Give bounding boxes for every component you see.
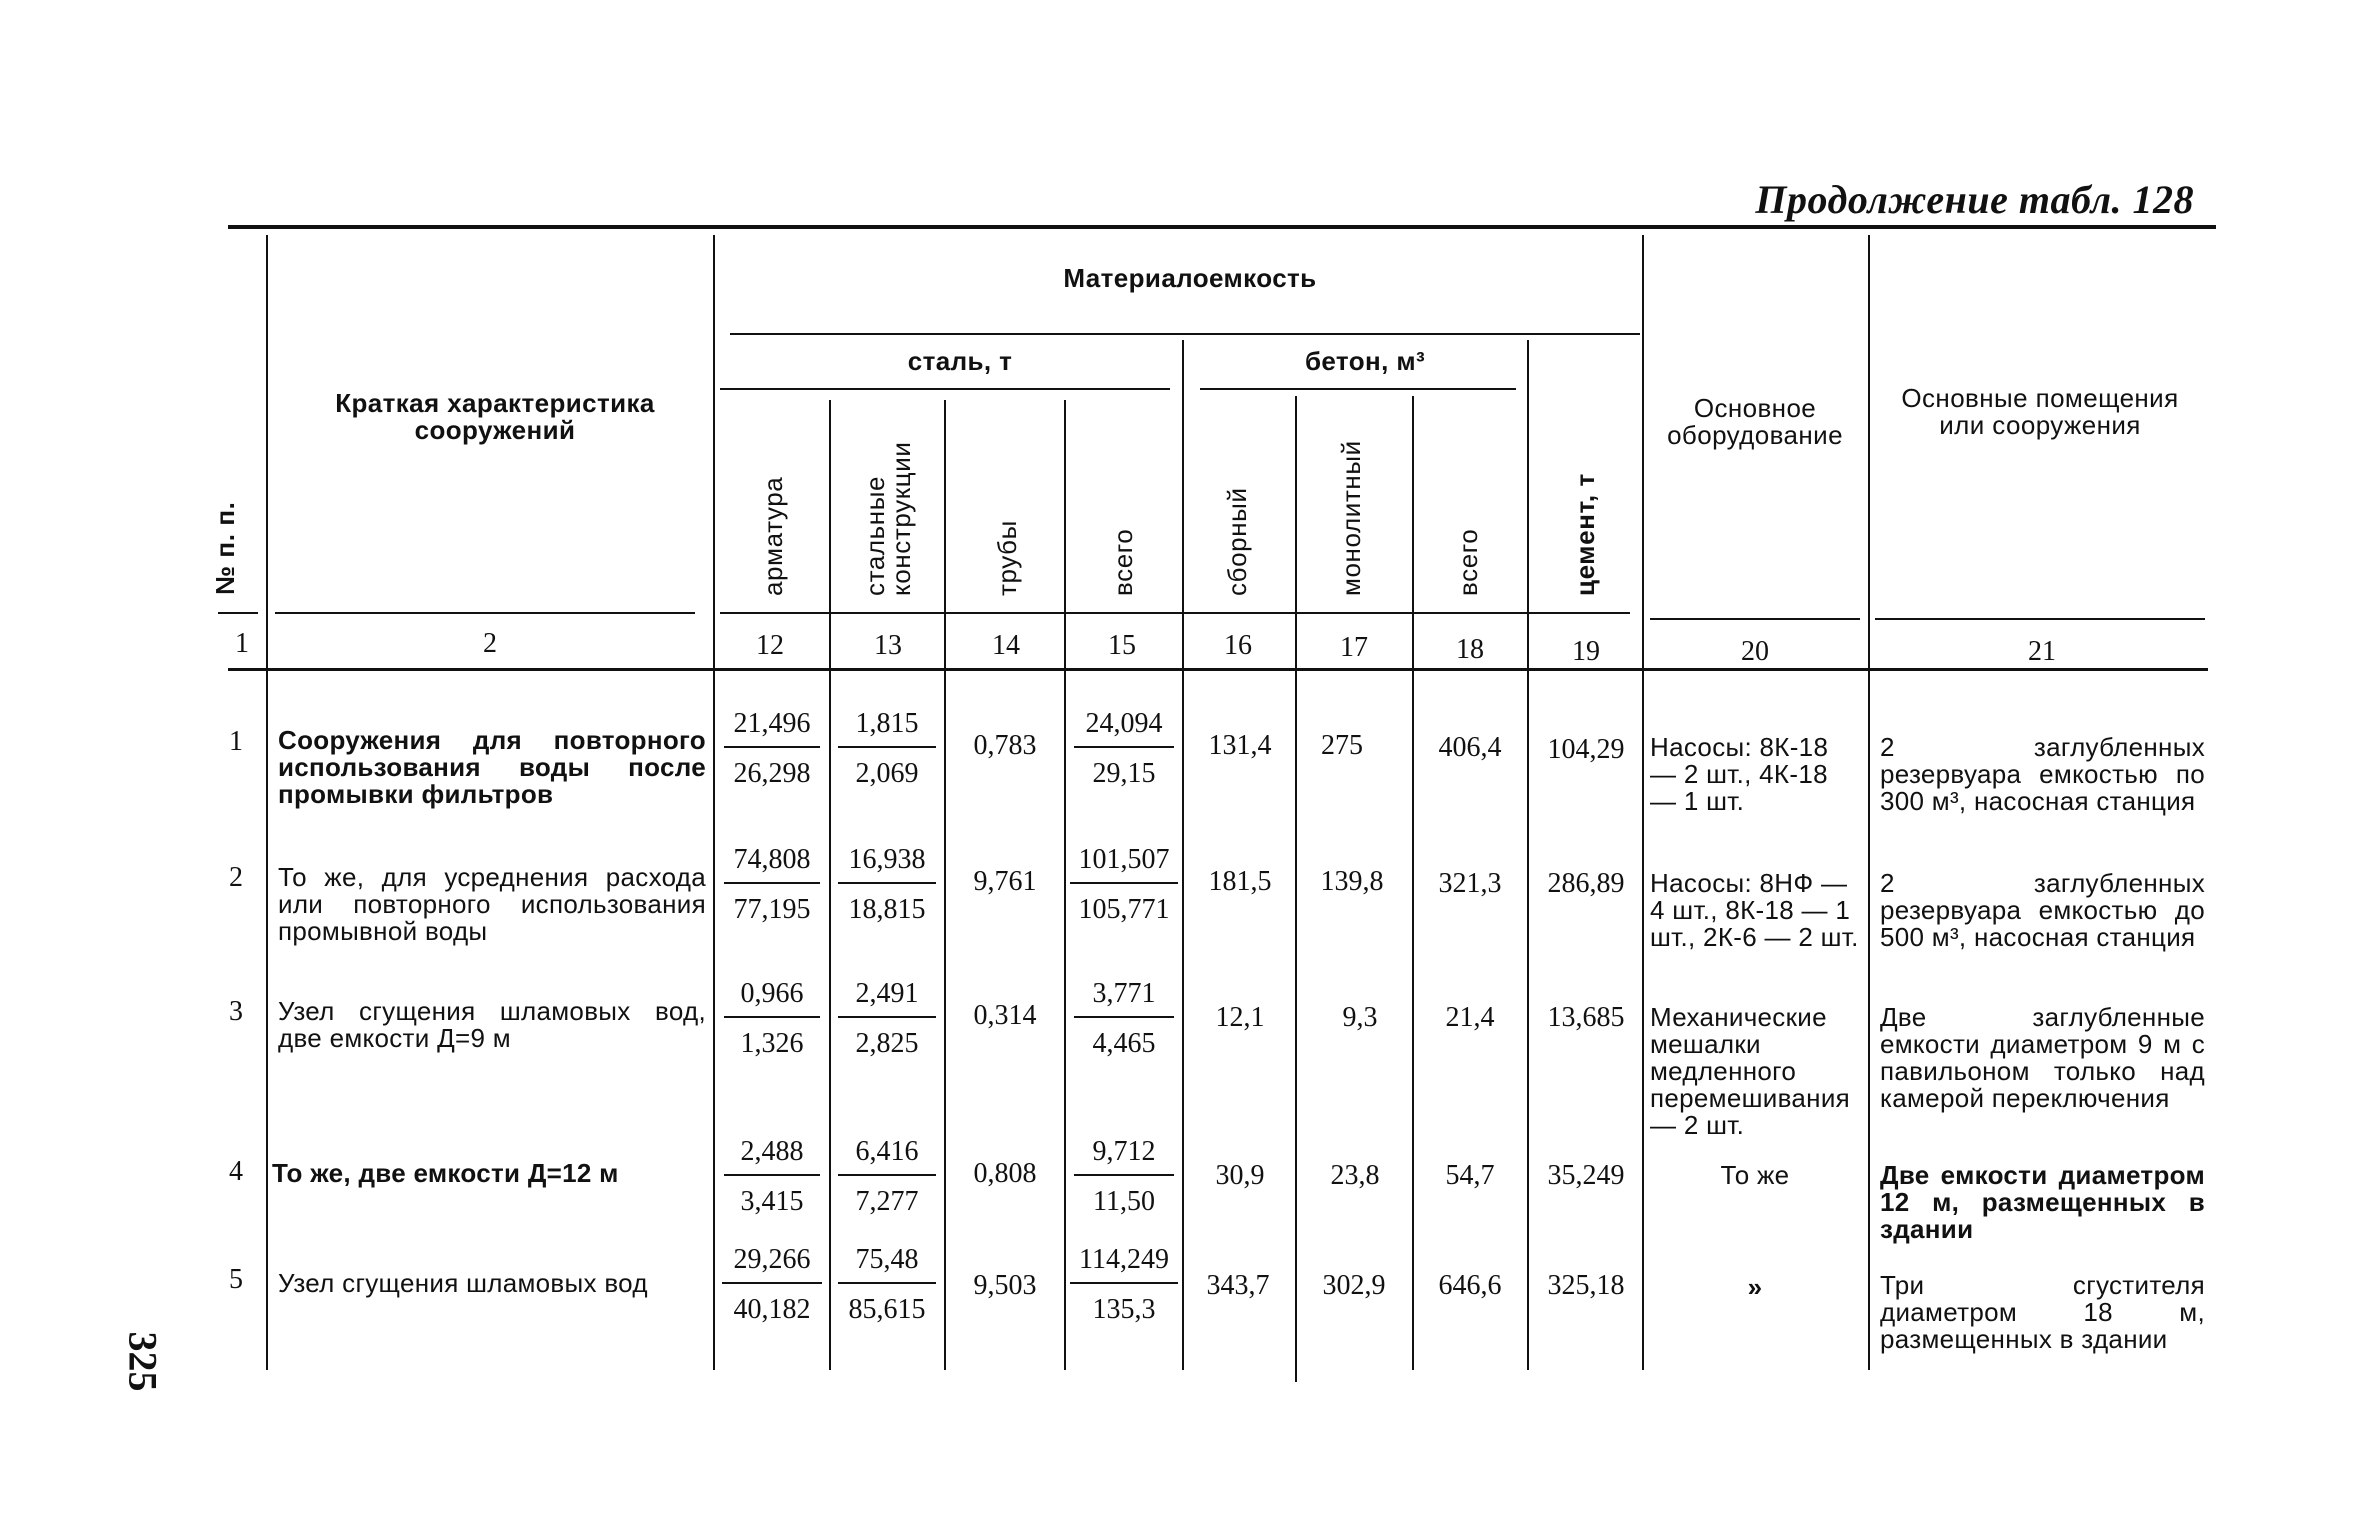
steel-total-fraction (1074, 978, 1174, 1060)
rebar-fraction (722, 1244, 822, 1326)
steel-total-fraction (1074, 708, 1174, 790)
fraction-top: 75,48 (838, 1244, 936, 1284)
header-bottom-rule (228, 668, 2208, 671)
grid-line (1182, 340, 1184, 1370)
header-row-number: № п. п. (210, 501, 240, 595)
steel-structures-fraction (838, 844, 936, 926)
row-description: То же, для усреднения расхода или повторного использования промывной воды (278, 862, 706, 946)
fraction-top: 101,507 (1070, 844, 1178, 884)
fraction-top: 21,496 (724, 708, 820, 748)
fraction-bottom: 2,825 (855, 1028, 919, 1059)
fraction-top: 114,249 (1070, 1244, 1178, 1284)
grid-line (1412, 396, 1414, 1370)
grid-line (829, 400, 831, 1370)
premises-text: Две емкости диаметром 12 м, размещенных в здании (1880, 1160, 2205, 1244)
header-col19: цемент, т (1570, 473, 1600, 596)
cement-value: 13,685 (1547, 1002, 1625, 1033)
fraction-bottom: 85,615 (848, 1294, 926, 1325)
page-number: 325 (120, 1331, 166, 1392)
fraction-top: 24,094 (1074, 708, 1174, 748)
monolithic-value: 139,8 (1320, 866, 1384, 897)
rebar-fraction (724, 1136, 820, 1218)
pipes-value: 9,761 (973, 866, 1037, 897)
concrete-total-value: 646,6 (1438, 1270, 1502, 1301)
column-number: 14 (992, 630, 1020, 661)
equipment-text: Насосы: 8К-18 — 2 шт., 4К-18 — 1 шт. (1650, 732, 1829, 816)
column-number: 16 (1224, 630, 1252, 661)
cement-value: 325,18 (1547, 1270, 1625, 1301)
header-col15: всего (1108, 528, 1138, 596)
premises-text: 2 заглубленных резервуара емкостью до 500 м³, насосная станция (1880, 868, 2205, 952)
pipes-value: 0,314 (973, 1000, 1037, 1031)
fraction-top: 74,808 (724, 844, 820, 884)
fraction-bottom: 7,277 (855, 1186, 919, 1217)
concrete-total-value: 21,4 (1445, 1002, 1495, 1033)
fraction-top: 16,938 (838, 844, 936, 884)
header-col13 (862, 406, 914, 596)
premises-text: Две заглубленные емкости диаметром 9 м с павильоном только над камерой переключения (1880, 1002, 2205, 1113)
grid-line (1064, 400, 1066, 1370)
fraction-bottom: 77,195 (733, 894, 811, 925)
steel-total-fraction (1070, 1244, 1178, 1326)
monolithic-value: 9,3 (1342, 1002, 1378, 1033)
monolithic-value: 302,9 (1322, 1270, 1386, 1301)
pipes-value: 0,808 (973, 1158, 1037, 1189)
header-col14: трубы (992, 520, 1022, 596)
cement-value: 35,249 (1547, 1160, 1625, 1191)
header-col17: монолитный (1336, 440, 1366, 596)
grid-line (266, 235, 268, 1370)
fraction-bottom: 3,415 (740, 1186, 804, 1217)
grid-line (1200, 388, 1516, 390)
grid-line (944, 400, 946, 1370)
fraction-top: 2,488 (724, 1136, 820, 1176)
monolithic-value: 23,8 (1330, 1160, 1380, 1191)
equipment-text: То же (1720, 1160, 1790, 1190)
fraction-bottom: 105,771 (1078, 894, 1170, 925)
steel-structures-fraction (838, 1136, 936, 1218)
fraction-top: 1,815 (838, 708, 936, 748)
steel-structures-fraction (838, 978, 936, 1060)
precast-value: 30,9 (1215, 1160, 1265, 1191)
pipes-value: 9,503 (973, 1270, 1037, 1301)
header-equipment: Основное оборудование (1667, 393, 1843, 450)
pipes-value: 0,783 (973, 730, 1037, 761)
grid-line (275, 612, 695, 614)
row-number: 1 (229, 726, 243, 757)
column-number: 21 (2028, 636, 2056, 667)
row-number: 2 (229, 862, 243, 893)
header-col12: арматура (758, 476, 788, 596)
fraction-bottom: 2,069 (855, 758, 919, 789)
row-description: Узел сгущения шламовых вод, две емкости Д=9 м (278, 996, 706, 1053)
row-description: Сооружения для повторного использования воды после промывки фильтров (278, 725, 706, 809)
grid-line (720, 388, 1170, 390)
steel-structures-fraction (838, 708, 936, 790)
column-number: 17 (1340, 632, 1368, 663)
fraction-bottom: 26,298 (733, 758, 811, 789)
fraction-bottom: 1,326 (740, 1028, 804, 1059)
row-description: То же, две емкости Д=12 м (272, 1158, 619, 1188)
header-col18: всего (1453, 528, 1483, 596)
grid-line (1875, 618, 2205, 620)
equipment-text: Механические мешалки медленного перемешивания — 2 шт. (1650, 1002, 1851, 1140)
fraction-top: 0,966 (724, 978, 820, 1018)
row-number: 5 (229, 1264, 243, 1295)
header-materials: Материалоемкость (1063, 263, 1317, 293)
rebar-fraction (724, 844, 820, 926)
fraction-top: 2,491 (838, 978, 936, 1018)
steel-structures-fraction (838, 1244, 936, 1326)
grid-line (730, 333, 1640, 335)
precast-value: 12,1 (1215, 1002, 1265, 1033)
grid-line (218, 612, 258, 614)
steel-total-fraction (1070, 844, 1178, 926)
fraction-top: 29,266 (722, 1244, 822, 1284)
column-number: 2 (483, 628, 497, 659)
concrete-total-value: 54,7 (1445, 1160, 1495, 1191)
grid-line (713, 235, 715, 1370)
precast-value: 343,7 (1206, 1270, 1270, 1301)
header-premises: Основные помещения или сооружения (1901, 383, 2179, 440)
top-rule (228, 225, 2216, 229)
column-number: 13 (874, 630, 902, 661)
precast-value: 131,4 (1208, 730, 1272, 761)
fraction-top: 3,771 (1074, 978, 1174, 1018)
rebar-fraction (724, 708, 820, 790)
fraction-bottom: 29,15 (1092, 758, 1156, 789)
premises-text: 2 заглубленных резервуара емкостью по 300 м³, насосная станция (1880, 732, 2205, 816)
cement-value: 286,89 (1547, 868, 1625, 899)
header-steel: сталь, т (907, 346, 1013, 376)
fraction-bottom: 18,815 (848, 894, 926, 925)
column-number: 1 (235, 628, 249, 659)
fraction-top: 6,416 (838, 1136, 936, 1176)
column-number: 19 (1572, 636, 1600, 667)
rebar-fraction (724, 978, 820, 1060)
equipment-text: » (1747, 1272, 1763, 1302)
column-number: 18 (1456, 634, 1484, 665)
header-description: Краткая характеристика сооружений (335, 388, 655, 445)
concrete-total-value: 321,3 (1438, 868, 1502, 899)
header-concrete: бетон, м³ (1304, 346, 1426, 376)
cement-value: 104,29 (1547, 734, 1625, 765)
grid-line (1295, 396, 1297, 1382)
equipment-text: Насосы: 8НФ — 4 шт., 8К-18 — 1 шт., 2К-6 — 2 шт. (1650, 868, 1859, 952)
grid-line (1868, 235, 1870, 1370)
fraction-bottom: 4,465 (1092, 1028, 1156, 1059)
grid-line (1650, 618, 1860, 620)
monolithic-value: 275 (1321, 730, 1363, 761)
fraction-bottom: 40,182 (733, 1294, 811, 1325)
column-number: 20 (1741, 636, 1769, 667)
header-col16: сборный (1222, 487, 1252, 596)
row-number: 3 (229, 996, 243, 1027)
fraction-bottom: 11,50 (1093, 1186, 1155, 1217)
fraction-top: 9,712 (1074, 1136, 1174, 1176)
grid-line (720, 612, 1630, 614)
fraction-bottom: 135,3 (1092, 1294, 1156, 1325)
precast-value: 181,5 (1208, 866, 1272, 897)
row-number: 4 (229, 1156, 243, 1187)
table-continuation-title: Продолжение табл. 128 (1755, 177, 2194, 222)
grid-line (1642, 235, 1644, 1370)
concrete-total-value: 406,4 (1438, 732, 1502, 763)
row-description: Узел сгущения шламовых вод (278, 1268, 648, 1298)
premises-text: Три сгустителя диаметром 18 м, размещенных в здании (1880, 1270, 2205, 1354)
header-col13-text: стальные конструкции (860, 441, 916, 596)
steel-total-fraction (1074, 1136, 1174, 1218)
column-number: 12 (756, 630, 784, 661)
column-number: 15 (1108, 630, 1136, 661)
grid-line (1527, 340, 1529, 1370)
